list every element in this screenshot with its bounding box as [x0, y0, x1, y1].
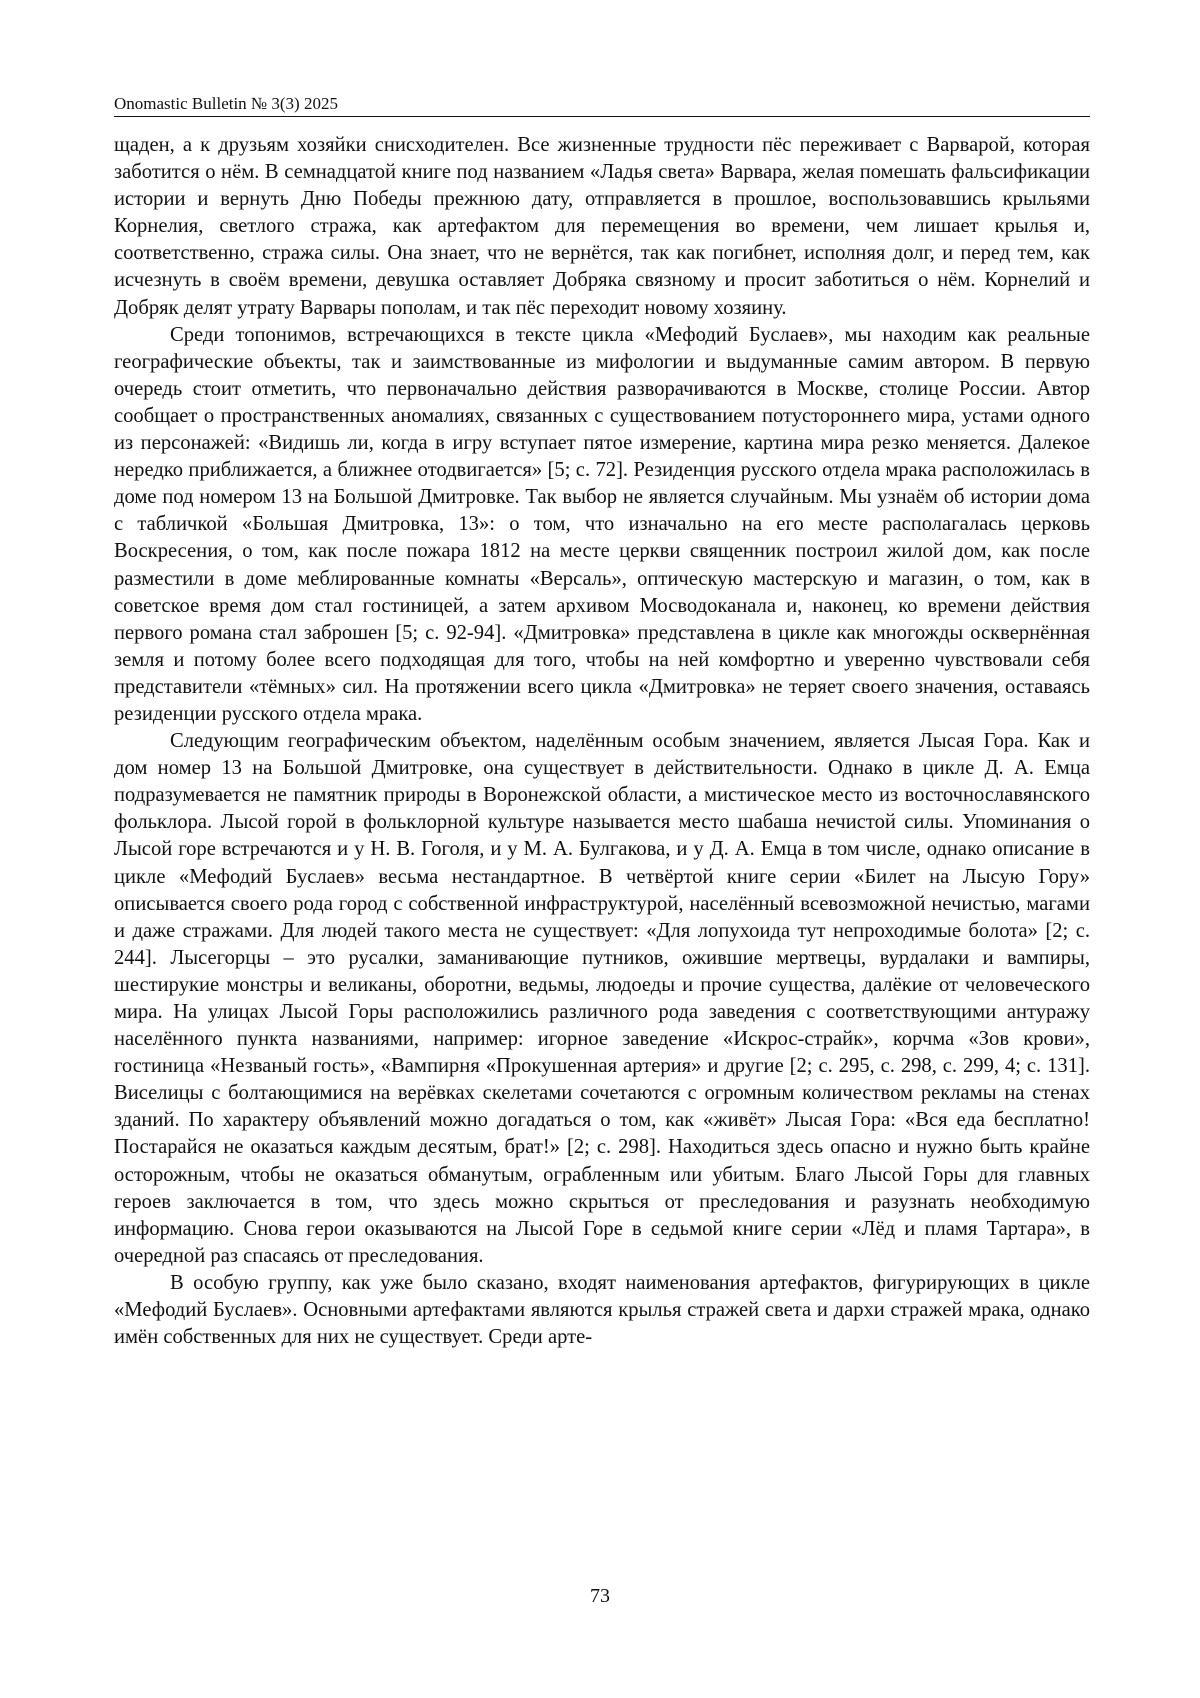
paragraph-2: Среди топонимов, встречающихся в тексте цикла «Мефодий Буслаев», мы находим как реальные географические объекты, так и заимствованные из мифологии и выдуманные самим автором. В первую очередь стоит отметить, что первоначально действия разворачиваются в Москве, столице России. Автор сообщает о пространственных аномалиях, связанных с существованием потустороннего мира, устами одного из персонажей: «Видишь ли, когда в игру вступает пятое измерение, картина мира резко меняется. Далекое нередко приближается, а ближнее отодвигается» [5; с. 72]. Резиденция русского отдела мрака расположилась в доме под номером 13 на Большой Дмитровке. Так выбор не является случайным. Мы узнаём об истории дома с табличкой «Большая Дмитровка, 13»: о том, что изначально на его месте располагалась церковь Воскресения, о том, как после пожара 1812 на месте церкви священник построил жилой дом, как после разместили в доме меблированные комнаты «Версаль», оптическую мастерскую и магазин, о том, как в советское время дом стал гостиницей, а затем архивом Мосводоканала и, наконец, ко времени действия первого романа стал заброшен [5; с. 92-94]. «Дмитровка» представлена в цикле как многожды осквернённая земля и потому более всего подходящая для того, чтобы на ней комфортно и уверенно чувствовали себя представители «тёмных» сил. На протяжении всего цикла «Дмитровка» не теряет своего значения, оставаясь резиденции русского отдела мрака. — [114, 322, 1090, 728]
page-number: 73 — [0, 1584, 1200, 1608]
body-text — [114, 132, 1090, 1351]
running-header: Onomastic Bulletin № 3(3) 2025 — [114, 94, 1090, 117]
paragraph-3: Следующим географическим объектом, наделённым особым значением, является Лысая Гора. Как и дом номер 13 на Большой Дмитровке, она существует в действительности. Однако в цикле Д. А. Емца подразумевается не памятник природы в Воронежской области, а мистическое место из восточнославянского фольклора. Лысой горой в фольклорной культуре называется место шабаша нечистой силы. Упоминания о Лысой горе встречаются и у Н. В. Гоголя, и у М. А. Булгакова, и у Д. А. Емца в том числе, однако описание в цикле «Мефодий Буслаев» весьма нестандартное. В четвёртой книге серии «Билет на Лысую Гору» описывается своего рода город с собственной инфраструктурой, населённый всевозможной нечистью, магами и даже стражами. Для людей такого места не существует: «Для лопухоида тут непроходимые болота» [2; с. 244]. Лысегорцы – это русалки, заманивающие путников, ожившие мертвецы, вурдалаки и вампиры, шестирукие монстры и великаны, оборотни, ведьмы, людоеды и прочие существа, далёкие от человеческого мира. На улицах Лысой Горы расположились различного рода заведения с соответствующими антуражу населённого пункта названиями, например: игорное заведение «Искрос-страйк», корчма «Зов крови», гостиница «Незваный гость», «Вампирня «Прокушенная артерия» и другие [2; с. 295, с. 298, с. 299, 4; с. 131]. Виселицы с болтающимися на верёвках скелетами сочетаются с огромным количеством рекламы на стенах зданий. По характеру объявлений можно догадаться о том, как «живёт» Лысая Гора: «Вся еда бесплатно! Постарайся не оказаться каждым десятым, брат!» [2; с. 298]. Находиться здесь опасно и нужно быть крайне осторожным, чтобы не оказаться обманутым, ограбленным или убитым. Благо Лысой Горы для главных героев заключается в том, что здесь можно скрыться от преследования и разузнать необходимую информацию. Снова герои оказываются на Лысой Горе в седьмой книге серии «Лёд и пламя Тартара», в очередной раз спасаясь от преследования. — [114, 728, 1090, 1270]
paragraph-1: щаден, а к друзьям хозяйки снисходителен. Все жизненные трудности пёс переживает с Варварой, которая заботится о нём. В семнадцатой книге под названием «Ладья света» Варвара, желая помешать фальсификации истории и вернуть Дню Победы прежнюю дату, отправляется в прошлое, воспользовавшись крыльями Корнелия, светлого стража, как артефактом для перемещения во времени, чем лишает крылья и, соответственно, стража силы. Она знает, что не вернётся, так как погибнет, исполняя долг, и перед тем, как исчезнуть в своём времени, девушка оставляет Добряка связному и просит заботиться о нём. Корнелий и Добряк делят утрату Варвары пополам, и так пёс переходит новому хозяину. — [114, 132, 1090, 322]
paragraph-4: В особую группу, как уже было сказано, входят наименования артефактов, фигурирующих в цикле «Мефодий Буслаев». Основными артефактами являются крылья стражей света и дархи стражей мрака, однако имён собственных для них не существует. Среди арте- — [114, 1270, 1090, 1351]
